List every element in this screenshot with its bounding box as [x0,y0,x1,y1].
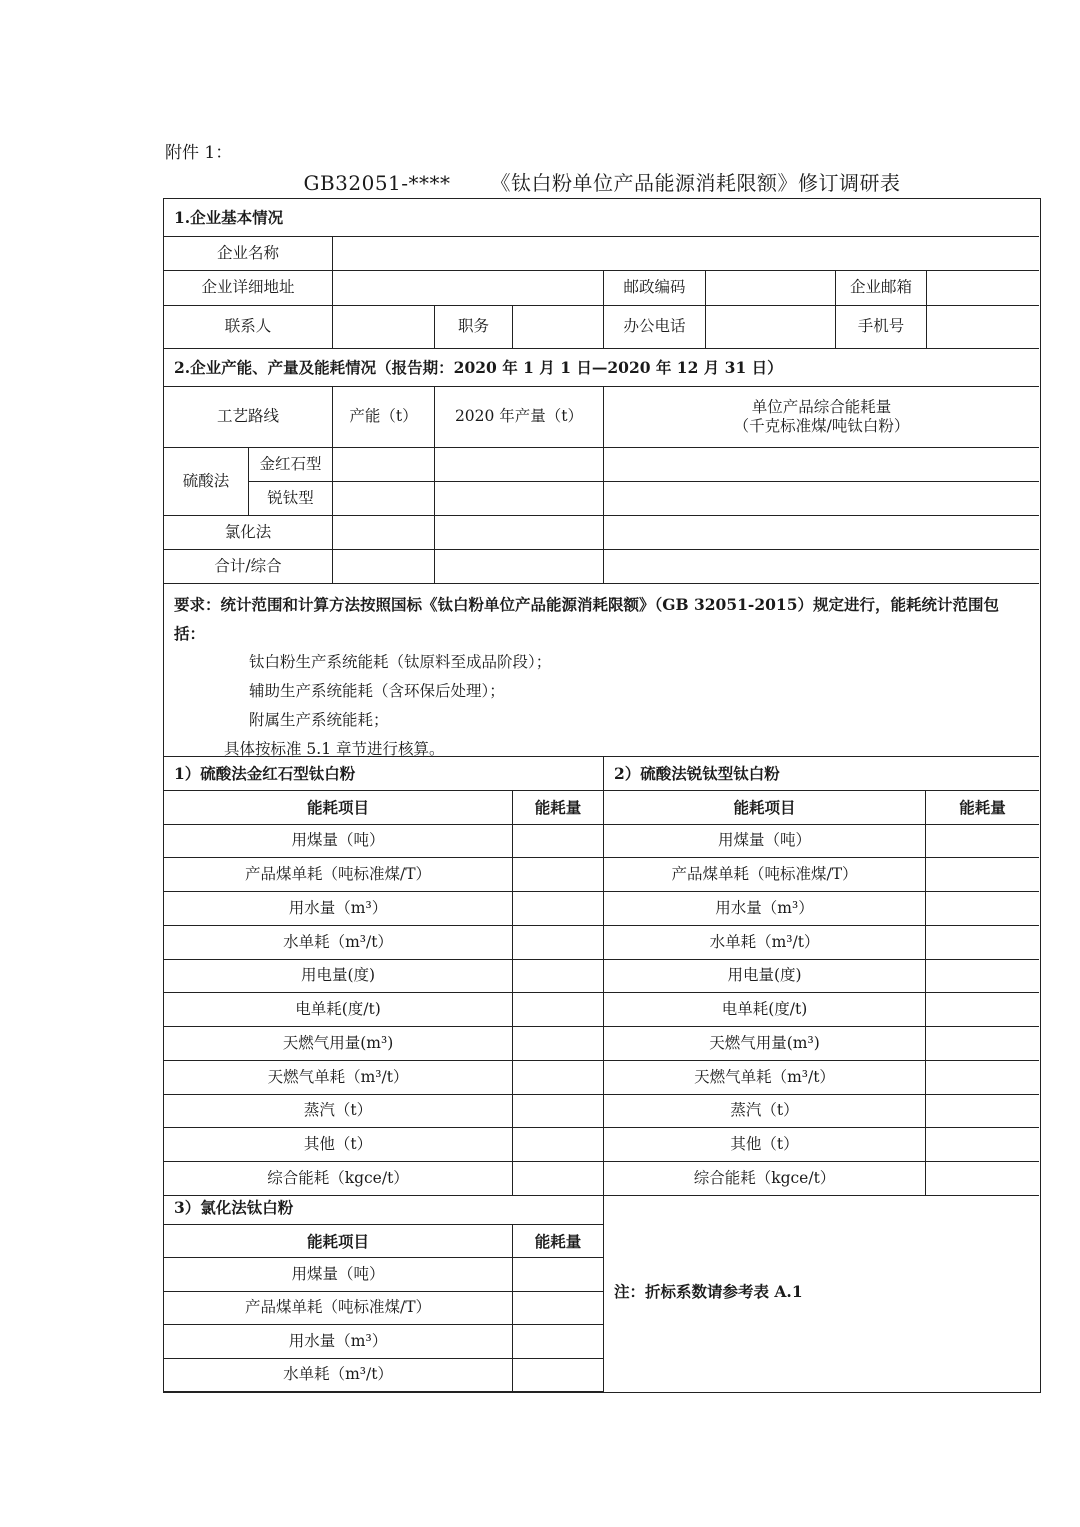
energy-item-label: 用电量(度) [604,960,926,994]
energy-value-field[interactable] [926,926,1039,960]
energy-value-field[interactable] [513,1162,604,1196]
route-header: 工艺路线 [164,387,333,448]
energy-value-field[interactable] [513,858,604,892]
mobile-field[interactable] [927,306,1039,349]
company-name-label: 企业名称 [164,237,333,271]
energy-item-label: 用水量（m³） [604,892,926,926]
energy-value-field[interactable] [513,1359,604,1392]
unit-energy-header-line2: （千克标准煤/吨钛白粉） [733,417,910,435]
contact-field[interactable] [333,306,435,349]
energy-value-field[interactable] [926,993,1039,1027]
total-capacity-field[interactable] [333,550,435,584]
requirement-item-2: 辅助生产系统能耗（含环保后处理）； [249,682,505,700]
office-phone-label: 办公电话 [604,306,706,349]
energy-value-field[interactable] [513,1325,604,1358]
table3-heading: 3）氯化法钛白粉 [164,1192,604,1225]
position-label: 职务 [435,306,513,349]
energy-item-label: 用煤量（吨） [164,825,513,859]
energy-value-field[interactable] [926,1128,1039,1162]
energy-item-label: 用水量（m³） [164,892,513,926]
standard-title: 《钛白粉单位产品能源消耗限额》修订调研表 [490,171,901,195]
capacity-header: 产能（t） [333,387,435,448]
total-label: 合计/综合 [164,550,333,584]
email-field[interactable] [927,271,1039,306]
contact-label: 联系人 [164,306,333,349]
energy-item-label: 水单耗（m³/t） [604,926,926,960]
email-label: 企业邮箱 [836,271,927,306]
sulfuric-process-label: 硫酸法 [164,448,249,516]
energy-item-label: 电单耗(度/t) [164,993,513,1027]
energy-item-label: 其他（t） [164,1128,513,1162]
energy-value-field[interactable] [513,1027,604,1061]
energy-item-label: 天燃气单耗（m³/t） [604,1061,926,1095]
postcode-field[interactable] [706,271,836,306]
energy-value-field[interactable] [513,960,604,994]
chloride-capacity-field[interactable] [333,516,435,550]
energy-item-label: 蒸汽（t） [604,1095,926,1129]
chloride-process-label: 氯化法 [164,516,333,550]
table2-heading: 2）硫酸法锐钛型钛白粉 [604,757,1039,791]
anatase-capacity-field[interactable] [333,482,435,516]
chloride-energy-field[interactable] [604,516,1039,550]
energy-item-label: 综合能耗（kgce/t） [604,1162,926,1196]
postcode-label: 邮政编码 [604,271,706,306]
energy-item-label: 电单耗(度/t) [604,993,926,1027]
energy-value-field[interactable] [513,1292,604,1325]
requirements-intro: 要求：统计范围和计算方法按照国标《钛白粉单位产品能源消耗限额》（GB 32051-2015）规定进行，能耗统计范围包括： [174,595,999,643]
energy-value-header: 能耗量 [926,791,1039,825]
standard-code: GB32051-**** [303,171,451,195]
energy-item-label: 水单耗（m³/t） [164,1359,513,1392]
address-field[interactable] [333,271,604,306]
energy-value-field[interactable] [513,993,604,1027]
requirement-item-3: 附属生产系统能耗； [249,711,389,729]
energy-item-label: 用电量(度) [164,960,513,994]
energy-value-field[interactable] [926,1027,1039,1061]
rutile-output-field[interactable] [435,448,604,482]
energy-value-field[interactable] [926,892,1039,926]
output-header: 2020 年产量（t） [435,387,604,448]
energy-value-field[interactable] [513,1128,604,1162]
energy-value-header: 能耗量 [513,791,604,825]
energy-item-label: 水单耗（m³/t） [164,926,513,960]
rutile-capacity-field[interactable] [333,448,435,482]
requirements-block [164,584,1039,757]
company-name-field[interactable] [333,237,1039,271]
section1-heading: 1.企业基本情况 [164,199,1039,237]
rutile-label: 金红石型 [249,448,333,482]
energy-value-field[interactable] [926,825,1039,859]
anatase-label: 锐钛型 [249,482,333,516]
energy-item-label: 产品煤单耗（吨标准煤/T） [164,1292,513,1325]
survey-form-table [163,198,1041,1393]
energy-value-field[interactable] [926,1061,1039,1095]
address-label: 企业详细地址 [164,271,333,306]
energy-value-field[interactable] [513,825,604,859]
total-output-field[interactable] [435,550,604,584]
unit-energy-header-line1: 单位产品综合能耗量 [751,397,892,416]
energy-value-field[interactable] [513,1061,604,1095]
energy-value-field[interactable] [926,1095,1039,1129]
office-phone-field[interactable] [706,306,836,349]
energy-value-field[interactable] [926,960,1039,994]
total-energy-field[interactable] [604,550,1039,584]
energy-value-field[interactable] [513,1258,604,1291]
chloride-output-field[interactable] [435,516,604,550]
rutile-energy-field[interactable] [604,448,1039,482]
energy-item-label: 天燃气用量(m³) [604,1027,926,1061]
attachment-label: 附件 1： [165,143,233,163]
energy-value-field[interactable] [926,858,1039,892]
energy-item-header: 能耗项目 [164,791,513,825]
energy-item-label: 天燃气用量(m³) [164,1027,513,1061]
energy-value-field[interactable] [513,892,604,926]
position-field[interactable] [513,306,604,349]
energy-item-header: 能耗项目 [604,791,926,825]
requirement-item-4: 具体按标准 5.1 章节进行核算。 [224,740,445,758]
energy-value-header: 能耗量 [513,1225,604,1258]
energy-item-label: 用煤量（吨） [164,1258,513,1291]
energy-item-header: 能耗项目 [164,1225,513,1258]
table1-heading: 1）硫酸法金红石型钛白粉 [164,757,604,791]
energy-value-field[interactable] [513,1095,604,1129]
energy-item-label: 用煤量（吨） [604,825,926,859]
energy-item-label: 产品煤单耗（吨标准煤/T） [604,858,926,892]
anatase-energy-field[interactable] [604,482,1039,516]
unit-energy-header [604,387,1039,448]
mobile-label: 手机号 [836,306,927,349]
energy-item-label: 其他（t） [604,1128,926,1162]
energy-item-label: 综合能耗（kgce/t） [164,1162,513,1196]
section2-heading: 2.企业产能、产量及能耗情况（报告期：2020 年 1 月 1 日—2020 年 12 月 31 日） [164,349,1039,387]
energy-item-label: 蒸汽（t） [164,1095,513,1129]
anatase-output-field[interactable] [435,482,604,516]
energy-value-field[interactable] [926,1162,1039,1196]
form-title [163,167,1041,196]
energy-item-label: 产品煤单耗（吨标准煤/T） [164,858,513,892]
energy-item-label: 用水量（m³） [164,1325,513,1358]
energy-item-label: 天燃气单耗（m³/t） [164,1061,513,1095]
requirement-item-1: 钛白粉生产系统能耗（钛原料至成品阶段）； [249,653,552,671]
conversion-note: 注：折标系数请参考表 A.1 [614,1281,803,1301]
energy-value-field[interactable] [513,926,604,960]
